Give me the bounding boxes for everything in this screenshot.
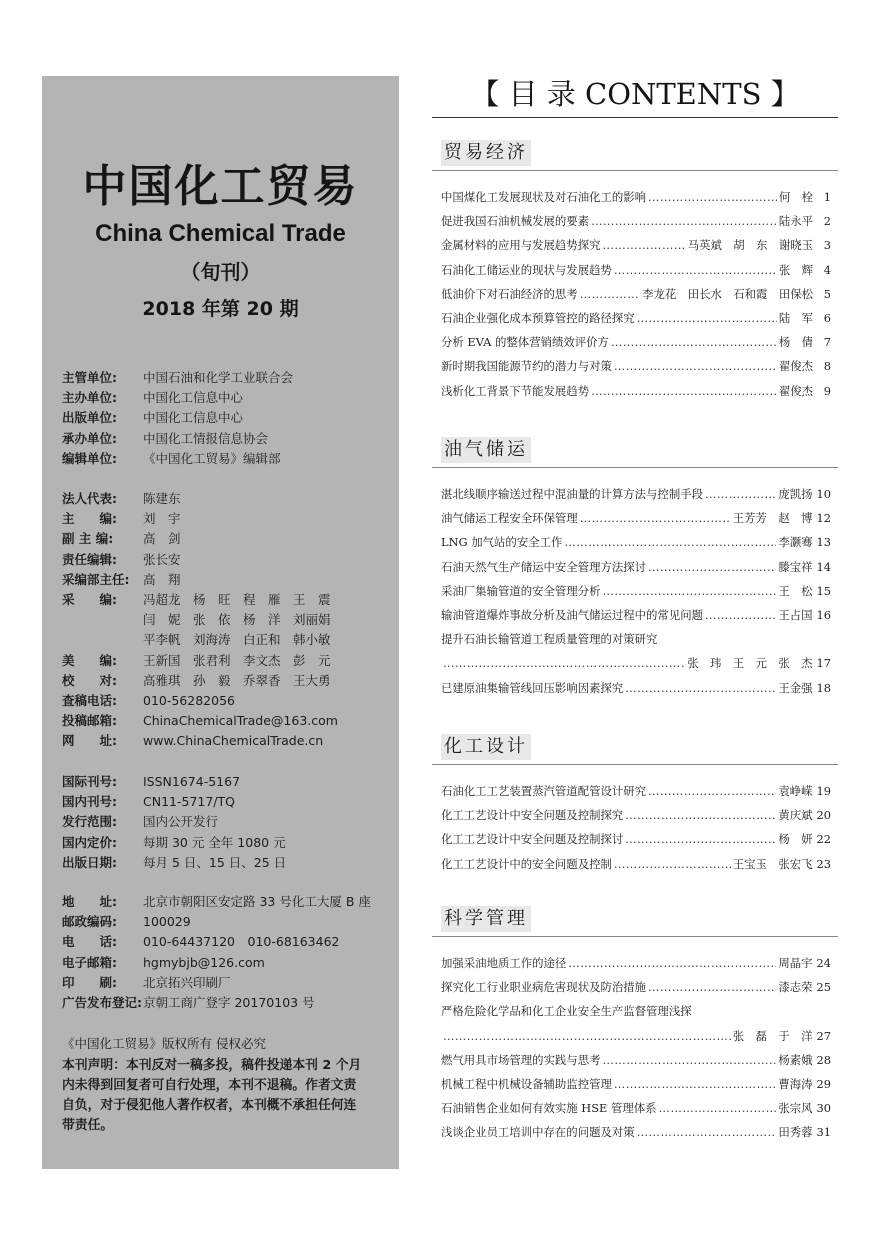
toc-item-title: 燃气用具市场管理的实践与思考 — [441, 1052, 601, 1067]
info-label: 主办单位: — [62, 390, 117, 406]
section-rule — [432, 170, 838, 171]
toc-item — [441, 530, 831, 554]
publisher-info — [62, 368, 392, 469]
toc-item-title: 严格危险化学品和化工企业安全生产监督管理浅探 — [441, 1004, 692, 1019]
toc-item-title: 石油企业强化成本预算管控的路径探究 — [441, 310, 635, 325]
toc-item-authors: 黄庆斌 — [778, 808, 813, 823]
magazine-title-cn: 中国化工贸易 — [82, 161, 359, 212]
toc-item-authors: 袁峥嵘 — [778, 784, 813, 798]
info-label: 采编部主任: — [62, 571, 130, 587]
toc-leader-dots — [637, 306, 777, 330]
toc-item-authors: 杨素娥 — [778, 1052, 813, 1067]
toc-leader-dots — [443, 1024, 731, 1048]
toc-item-title: 分析 EVA 的整体营销绩效评价方 — [441, 335, 609, 350]
toc-item-page: 22 — [816, 832, 831, 847]
toc-item — [441, 233, 831, 257]
magazine-issue: 2018 年第 20 期 — [142, 298, 299, 320]
toc-leader-dots — [602, 233, 685, 257]
info-row — [62, 993, 392, 1013]
info-label: 国际刊号: — [62, 774, 117, 789]
info-label: 地 址: — [62, 894, 117, 909]
toc-item-title: 加强采油地质工作的途径 — [441, 956, 567, 970]
info-label: 责任编辑: — [62, 551, 117, 567]
toc-item — [441, 482, 831, 506]
section-rule — [432, 764, 838, 765]
toc-item — [441, 852, 831, 876]
info-value: 王新国 张君利 李文杰 彭 元 — [143, 652, 331, 668]
info-label: 国内定价: — [62, 834, 117, 850]
toc-leader-dots — [614, 258, 777, 282]
toc-item — [441, 603, 831, 627]
publication-info — [62, 772, 392, 873]
info-row — [62, 691, 392, 711]
toc-item-page: 13 — [816, 535, 831, 550]
info-label: 出版单位: — [62, 410, 117, 426]
info-row — [62, 570, 392, 590]
toc-item — [441, 354, 831, 378]
toc-item-authors: 陆永平 — [778, 214, 813, 229]
toc-leader-dots — [625, 803, 776, 827]
toc-item-page: 2 — [823, 214, 831, 229]
toc-item-authors: 李灏骞 — [778, 535, 813, 550]
toc-item-page: 25 — [816, 980, 831, 995]
toc-item-authors: 王 松 — [778, 583, 813, 598]
toc-leader-dots — [648, 975, 776, 999]
toc-item-page: 29 — [816, 1076, 831, 1091]
info-row — [62, 833, 392, 853]
info-label: 邮政编码: — [62, 914, 117, 930]
toc-item-page: 7 — [823, 335, 831, 350]
info-value: 陈建东 — [143, 491, 181, 506]
toc-leader-dots — [611, 330, 777, 354]
toc-item-title: 金属材料的应用与发展趋势探究 — [441, 238, 601, 253]
toc-item-page: 4 — [823, 262, 831, 277]
toc-leader-dots — [637, 1120, 777, 1144]
info-row — [62, 812, 392, 832]
info-row — [62, 368, 392, 388]
info-row — [62, 388, 392, 408]
toc-list — [441, 185, 831, 403]
info-row — [62, 932, 392, 952]
info-row — [62, 711, 392, 731]
info-value: 010-64437120 010-68163462 — [143, 934, 340, 950]
toc-item-title: 输油管道爆炸事故分析及油气储运过程中的常见问题 — [441, 607, 703, 622]
magazine-title-en: China Chemical Trade — [95, 220, 346, 247]
toc-item — [441, 803, 831, 827]
toc-item-authors: 王金强 — [778, 680, 813, 695]
toc-item — [441, 579, 831, 603]
info-value: CN11-5717/TQ — [143, 794, 235, 810]
toc-item-page: 14 — [816, 559, 831, 574]
toc-item-page: 30 — [816, 1101, 831, 1116]
info-label: 网 址: — [62, 733, 117, 749]
toc-leader-dots — [648, 185, 777, 209]
toc-item-page: 24 — [816, 956, 831, 970]
info-value: www.ChinaChemicalTrade.cn — [143, 733, 324, 749]
toc-item-page: 10 — [816, 487, 831, 501]
toc-item-page: 19 — [816, 784, 831, 798]
info-label: 查稿电话: — [62, 693, 117, 709]
info-row — [62, 853, 392, 873]
info-label: 国内刊号: — [62, 794, 117, 810]
toc-item-authors: 张 玮 王 元 张 杰 — [687, 656, 813, 671]
toc-item-authors: 何 栓 — [778, 190, 813, 204]
info-label: 校 对: — [62, 672, 117, 688]
info-row — [62, 772, 392, 792]
toc-item-authors: 陆 军 — [778, 310, 813, 325]
toc-item-page: 1 — [823, 190, 831, 204]
info-value: 国内公开发行 — [143, 814, 219, 830]
toc-item — [441, 282, 831, 306]
info-value: 高雅琪 孙 毅 乔翠香 王大勇 — [143, 672, 331, 688]
toc-item-page: 9 — [823, 383, 831, 398]
info-row — [62, 912, 392, 932]
info-value: 每月 5 日、15 日、25 日 — [143, 854, 287, 870]
toc-item-title: 化工工艺设计中安全问题及控制探讨 — [441, 832, 624, 847]
toc-item-authors: 杨 倩 — [778, 335, 813, 350]
toc-list — [441, 779, 831, 876]
toc-item-authors: 周晶宇 — [778, 956, 813, 970]
info-row — [62, 408, 392, 428]
toc-item-page: 3 — [823, 238, 831, 253]
toc-item-authors: 杨 妍 — [778, 832, 813, 847]
toc-leader-dots — [580, 506, 731, 530]
info-label: 广告发布登记: — [62, 995, 142, 1011]
info-label: 美 编: — [62, 652, 117, 668]
toc-item-title: 浅谈企业员工培训中存在的问题及对策 — [441, 1125, 635, 1140]
info-value: 张长安 — [143, 551, 181, 567]
editorial-notice: 本刊声明：本刊反对一稿多投，稿件投递本刊 2 个月内未得到回复者可自行处理，本刊不退稿。作者文责自负，对于侵犯他人著作权者，本刊概不承担任何连带责任。 — [62, 1058, 362, 1133]
info-row — [62, 651, 392, 671]
toc-item — [441, 306, 831, 330]
copyright-line: 《中国化工贸易》版权所有 侵权必究 — [62, 1036, 266, 1051]
info-value: 高 剑 — [143, 531, 181, 547]
toc-item — [441, 676, 831, 700]
toc-item-authors: 张 辉 — [778, 262, 813, 277]
info-row — [62, 509, 392, 529]
info-label: 出版日期: — [62, 854, 117, 870]
toc-item — [441, 951, 831, 975]
toc-leader-dots — [705, 603, 776, 627]
info-label: 主管单位: — [62, 370, 117, 385]
toc-item — [441, 1048, 831, 1072]
toc-leader-dots — [591, 379, 777, 403]
editorial-staff — [62, 489, 392, 752]
editor-names: 闫 妮 张 依 杨 洋 刘丽娟 — [143, 612, 331, 628]
toc-item-title: 低油价下对石油经济的思考 — [441, 286, 578, 301]
toc-item-title: 湛北线顺序输送过程中混油量的计算方法与控制手段 — [441, 487, 703, 501]
info-value: 中国化工情报信息协会 — [143, 430, 269, 446]
info-value: ChinaChemicalTrade@163.com — [143, 713, 338, 729]
toc-item-authors: 滕宝祥 — [778, 559, 813, 574]
toc-item-authors: 李龙花 田长水 石和霞 田保松 — [642, 286, 813, 301]
toc-leader-dots — [443, 651, 685, 675]
toc-item-title: 探究化工行业职业病危害现状及防治措施 — [441, 980, 647, 995]
toc-item-title: 已建原油集输管线回压影响因素探究 — [441, 680, 624, 695]
toc-item — [441, 506, 831, 530]
info-row — [62, 792, 392, 812]
info-label: 电子邮箱: — [62, 954, 117, 970]
toc-item-title: 提升石油长输管道工程质量管理的对策研究 — [441, 632, 658, 647]
toc-list — [441, 482, 831, 700]
toc-header: 【 目 录 CONTENTS 】 — [470, 77, 800, 111]
toc-leader-dots — [648, 555, 776, 579]
toc-leader-dots — [591, 209, 777, 233]
toc-item-authors: 曹海涛 — [778, 1076, 813, 1091]
toc-item-page: 18 — [816, 680, 831, 695]
info-label: 发行范围: — [62, 814, 117, 830]
info-row — [62, 590, 392, 610]
toc-leader-dots — [602, 1048, 776, 1072]
toc-item — [441, 209, 831, 233]
toc-item-title: 化工工艺设计中的安全问题及控制 — [441, 856, 612, 871]
toc-item-page: 28 — [816, 1052, 831, 1067]
toc-item-title: 促进我国石油机械发展的要素 — [441, 214, 590, 229]
toc-item-authors: 张 磊 于 洋 — [732, 1028, 813, 1043]
toc-item-authors: 张宗风 — [778, 1101, 813, 1116]
info-label: 副 主 编: — [62, 531, 114, 547]
toc-item-title: 石油销售企业如何有效实施 HSE 管理体系 — [441, 1101, 657, 1116]
editor-names: 平李帆 刘海涛 白正和 韩小敏 — [143, 632, 331, 648]
toc-item-title: 采油厂集输管道的安全管理分析 — [441, 583, 601, 598]
toc-leader-dots — [659, 1096, 777, 1120]
info-label: 电 话: — [62, 934, 117, 950]
magazine-frequency: （旬刊） — [180, 260, 261, 284]
toc-item-title: 新时期我国能源节约的潜力与对策 — [441, 359, 612, 374]
info-row — [62, 449, 392, 469]
toc-item-page: 17 — [816, 656, 831, 671]
toc-item-authors: 马英斌 胡 东 谢晓玉 — [687, 238, 813, 253]
toc-item-authors: 漆志荣 — [778, 980, 813, 995]
section-title: 化工设计 — [441, 734, 531, 760]
toc-leader-dots — [564, 530, 776, 554]
toc-leader-dots — [602, 579, 776, 603]
toc-item — [441, 627, 831, 651]
toc-item-page: 27 — [816, 1028, 831, 1043]
info-row — [62, 529, 392, 549]
info-row — [62, 892, 392, 912]
toc-item — [441, 330, 831, 354]
toc-item-title: LNG 加气站的安全工作 — [441, 535, 563, 550]
info-value: 《中国化工贸易》编辑部 — [143, 450, 281, 466]
toc-leader-dots — [614, 852, 731, 876]
toc-item-page: 16 — [816, 607, 831, 622]
toc-item — [441, 975, 831, 999]
info-label: 编辑单位: — [62, 450, 117, 466]
info-row — [62, 429, 392, 449]
toc-leader-dots — [625, 676, 776, 700]
toc-item-page: 20 — [816, 808, 831, 823]
toc-item-page: 23 — [816, 856, 831, 871]
toc-item-title: 石油天然气生产储运中安全管理方法探讨 — [441, 559, 647, 574]
toc-item-page: 15 — [816, 583, 831, 598]
info-label: 法人代表: — [62, 491, 117, 506]
info-label: 投稿邮箱: — [62, 713, 117, 729]
toc-item — [441, 1096, 831, 1120]
toc-item — [441, 999, 831, 1023]
info-value: 刘 宇 — [143, 511, 181, 527]
info-label: 承办单位: — [62, 430, 117, 446]
toc-item-title: 机械工程中机械设备辅助监控管理 — [441, 1076, 612, 1091]
info-value: 北京市朝阳区安定路 33 号化工大厦 B 座 — [143, 894, 371, 909]
toc-item-title: 石油化工工艺装置蒸汽管道配管设计研究 — [441, 784, 647, 798]
info-label: 印 刷: — [62, 974, 117, 990]
info-row — [62, 731, 392, 751]
toc-item-page: 8 — [823, 359, 831, 374]
toc-list — [441, 951, 831, 1145]
info-value: 高 翔 — [143, 571, 181, 587]
section-title: 油气储运 — [441, 437, 531, 463]
masthead-panel — [42, 76, 399, 1169]
info-label: 采 编: — [62, 592, 117, 608]
toc-item-page: 5 — [823, 286, 831, 301]
info-value: hgmybjb@126.com — [143, 954, 265, 970]
toc-item-title: 油气储运工程安全环保管理 — [441, 511, 578, 526]
toc-leader-dots — [648, 779, 776, 803]
toc-item-authors: 庞凯扬 — [778, 487, 813, 501]
toc-leader-dots — [580, 282, 640, 306]
toc-item-authors: 翟俊杰 — [778, 383, 813, 398]
info-value: 中国石油和化学工业联合会 — [143, 370, 294, 385]
info-value: 100029 — [143, 914, 191, 930]
toc-item-authors: 王占国 — [778, 607, 813, 622]
section-rule — [432, 467, 838, 468]
toc-leader-dots — [568, 951, 776, 975]
info-row — [62, 489, 392, 509]
section-title: 科学管理 — [441, 906, 531, 932]
toc-leader-dots — [705, 482, 776, 506]
toc-item-title: 中国煤化工发展现状及对石油化工的影响 — [441, 190, 647, 204]
info-value: 中国化工信息中心 — [143, 410, 244, 426]
toc-item — [441, 258, 831, 282]
toc-item — [441, 1120, 831, 1144]
toc-item-authors: 王宝玉 张宏飞 — [732, 856, 813, 871]
toc-item — [441, 779, 831, 803]
info-row — [62, 671, 392, 691]
contact-info — [62, 892, 392, 1013]
info-row — [62, 973, 392, 993]
toc-item — [441, 827, 831, 851]
toc-item-page: 6 — [823, 310, 831, 325]
toc-item-title: 石油化工储运业的现状与发展趋势 — [441, 262, 612, 277]
toc-item-authors: 翟俊杰 — [778, 359, 813, 374]
info-value: 京朝工商广登字 20170103 号 — [143, 995, 315, 1011]
info-value: 010-56282056 — [143, 693, 235, 709]
info-value: 北京拓兴印刷厂 — [143, 974, 231, 990]
toc-item-title: 化工工艺设计中安全问题及控制探究 — [441, 808, 624, 823]
toc-item-authors: 王芳芳 赵 博 — [732, 511, 813, 526]
info-label: 主 编: — [62, 511, 117, 527]
toc-item — [441, 379, 831, 403]
toc-item-title: 浅析化工背景下节能发展趋势 — [441, 383, 590, 398]
toc-item-authors: 田秀蓉 — [778, 1125, 813, 1140]
toc-item — [441, 555, 831, 579]
toc-item-page: 12 — [816, 511, 831, 526]
toc-item — [441, 651, 831, 675]
info-value: ISSN1674-5167 — [143, 774, 241, 789]
toc-item — [441, 1024, 831, 1048]
toc-item — [441, 1072, 831, 1096]
info-value: 中国化工信息中心 — [143, 390, 244, 406]
toc-leader-dots — [614, 354, 777, 378]
toc-leader-dots — [614, 1072, 776, 1096]
info-row — [62, 550, 392, 570]
toc-leader-dots — [625, 827, 776, 851]
toc-item — [441, 185, 831, 209]
divider — [432, 117, 838, 118]
info-value: 冯超龙 杨 旺 程 雁 王 震 — [143, 592, 331, 608]
info-value: 每期 30 元 全年 1080 元 — [143, 834, 286, 850]
section-title: 贸易经济 — [441, 140, 531, 166]
toc-item-page: 31 — [816, 1125, 831, 1140]
section-rule — [432, 936, 838, 937]
info-row — [62, 953, 392, 973]
